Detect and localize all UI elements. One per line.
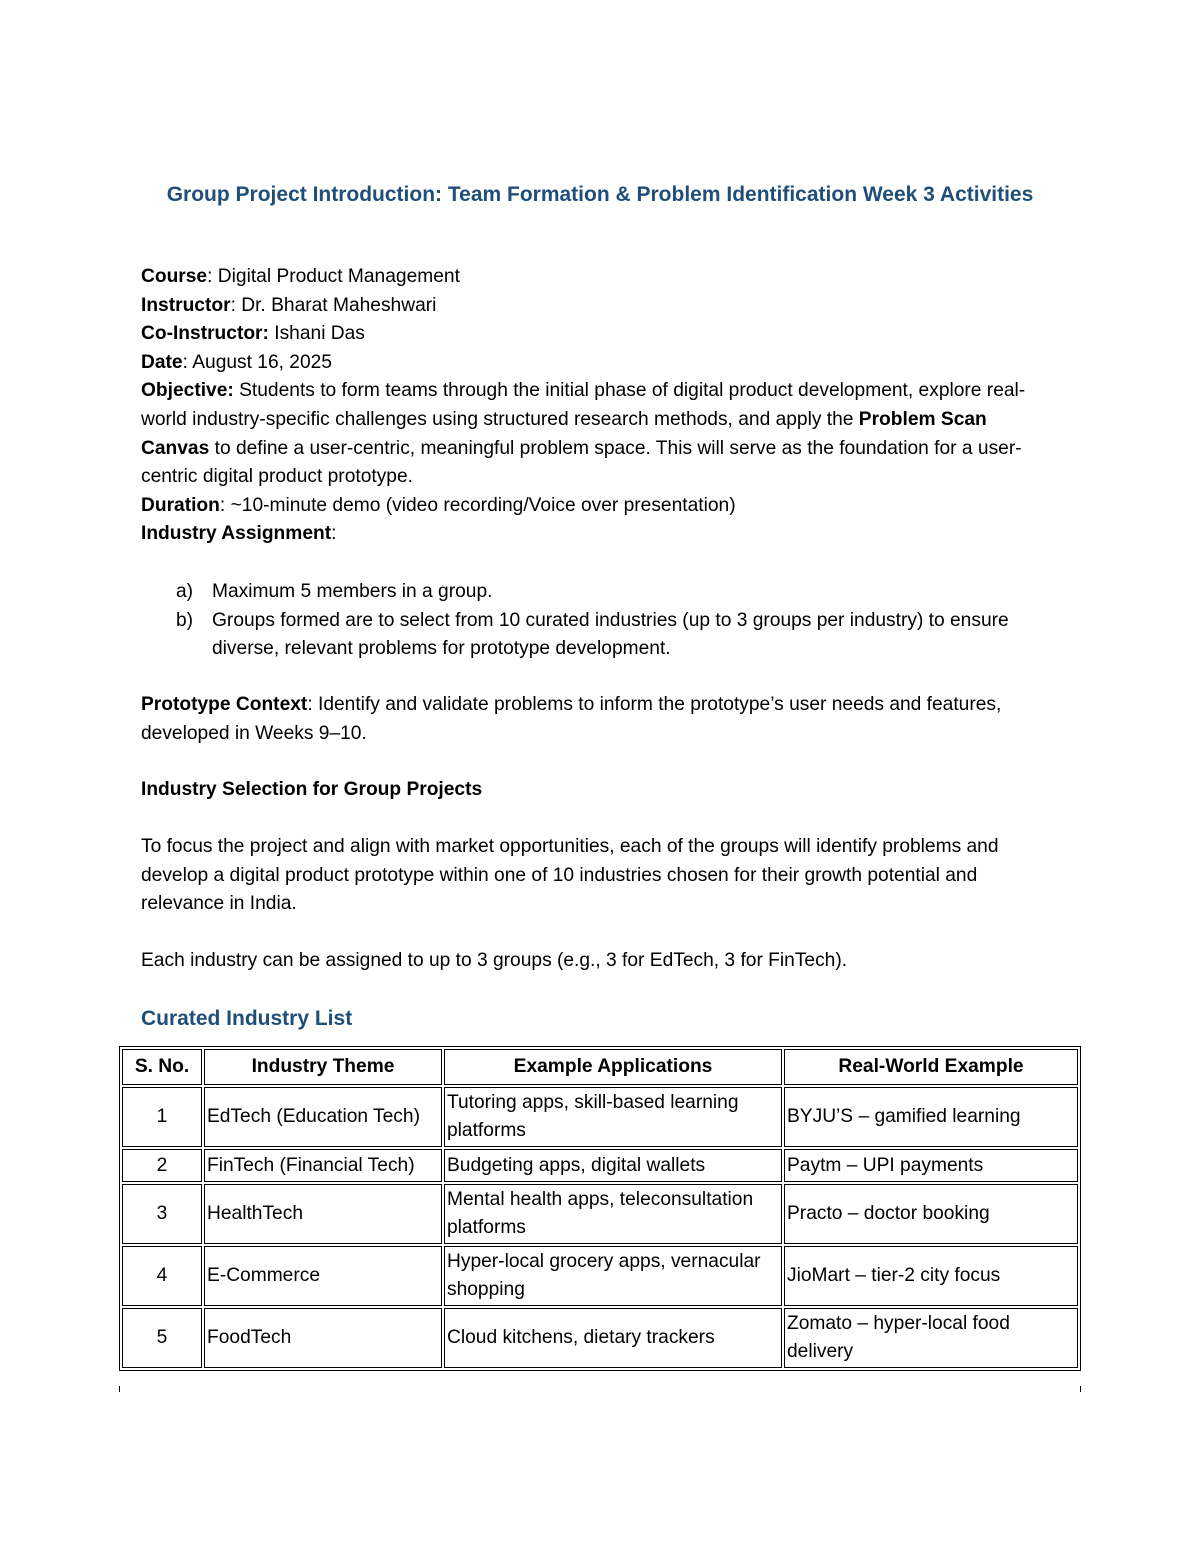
selection-paragraph: To focus the project and align with market opportunities, each of the groups will identify problems and develop a digital product prototype within one of 10 industries chosen for their growth potential and relevance in India. [141, 836, 999, 915]
header-example-applications: Example Applications [444, 1049, 782, 1085]
coinstructor-label: Co-Instructor: [141, 323, 269, 345]
cell-example: Practo – doctor booking [784, 1184, 1078, 1244]
instructor-value: Dr. Bharat Maheshwari [241, 294, 437, 316]
date-line [141, 349, 1056, 378]
objective-text-2: to define a user-centric, meaningful problem space. This will serve as the foundation for a user-centric digital product prototype. [141, 437, 1022, 488]
cell-applications: Tutoring apps, skill-based learning platforms [444, 1087, 782, 1147]
list-item [141, 607, 1056, 664]
colon: : [219, 494, 226, 516]
cell-sno: 3 [122, 1184, 202, 1244]
cell-sno: 4 [122, 1246, 202, 1306]
curated-heading: Curated Industry List [141, 1007, 353, 1030]
objective-bold: Problem Scan Canvas [141, 408, 987, 459]
prototype-text: Identify and validate problems to inform the prototype’s user needs and features, developed in Weeks 9–10. [141, 694, 1002, 744]
date-label: Date [141, 351, 183, 373]
cell-industry: HealthTech [204, 1184, 442, 1244]
objective-text-1: Students to form teams through the initial phase of digital product development, explore real-world industry-specific challenges using structured research methods, and apply the [141, 380, 1026, 430]
colon: : [230, 294, 236, 316]
cell-industry: FinTech (Financial Tech) [204, 1149, 442, 1182]
table-row [122, 1184, 1078, 1244]
document-title: Group Project Introduction: Team Formation & Problem Identification Week 3 Activities [166, 183, 1034, 206]
industry-table [119, 1046, 1081, 1371]
table-header-row [122, 1049, 1078, 1085]
list-text: Maximum 5 members in a group. [212, 581, 493, 602]
course-value: Digital Product Management [217, 266, 460, 287]
duration-value: ~10-minute demo (video recording/Voice over presentation) [230, 494, 736, 516]
cell-sno: 5 [122, 1308, 202, 1368]
table-row [122, 1308, 1078, 1368]
prototype-context [141, 691, 1056, 748]
assignment-list [141, 578, 1056, 664]
colon: : [307, 694, 313, 715]
instructor-line [141, 292, 1056, 321]
list-marker: a) [176, 581, 194, 602]
course-meta [141, 263, 1056, 549]
table-row [122, 1149, 1078, 1182]
cell-example: JioMart – tier-2 city focus [784, 1246, 1078, 1306]
objective-label: Objective: [141, 380, 234, 402]
header-sno: S. No. [122, 1049, 202, 1085]
list-marker: b) [176, 609, 194, 631]
colon: : [331, 523, 337, 545]
table-row [122, 1087, 1078, 1147]
cell-applications: Hyper-local grocery apps, vernacular shopping [444, 1246, 782, 1306]
list-text: Groups formed are to select from 10 curated industries (up to 3 groups per industry) to ensure diverse, relevant problems for prototype development. [212, 609, 1009, 660]
coinstructor-value: Ishani Das [274, 323, 365, 345]
cell-example: Zomato – hyper-local food delivery [784, 1308, 1078, 1368]
coinstructor-line [141, 320, 1056, 349]
table-continuation-border [119, 1386, 1081, 1392]
colon: : [207, 266, 213, 287]
selection-heading: Industry Selection for Group Projects [141, 779, 483, 800]
cell-sno: 2 [122, 1149, 202, 1182]
date-value: August 16, 2025 [192, 351, 332, 373]
table-row [122, 1246, 1078, 1306]
colon: : [182, 351, 188, 373]
cell-sno: 1 [122, 1087, 202, 1147]
list-item [141, 578, 1056, 607]
cell-industry: E-Commerce [204, 1246, 442, 1306]
industry-assignment-line [141, 520, 1056, 549]
course-label: Course [141, 266, 208, 287]
course-line [141, 263, 1056, 292]
cell-example: Paytm – UPI payments [784, 1149, 1078, 1182]
duration-label: Duration [141, 494, 220, 516]
cell-example: BYJU’S – gamified learning [784, 1087, 1078, 1147]
prototype-label: Prototype Context [141, 694, 308, 715]
cell-applications: Budgeting apps, digital wallets [444, 1149, 782, 1182]
cell-industry: FoodTech [204, 1308, 442, 1368]
header-industry-theme: Industry Theme [204, 1049, 442, 1085]
cell-applications: Mental health apps, teleconsultation platforms [444, 1184, 782, 1244]
header-real-world-example: Real-World Example [784, 1049, 1078, 1085]
duration-line [141, 492, 1056, 521]
instructor-label: Instructor [141, 294, 231, 316]
cell-industry: EdTech (Education Tech) [204, 1087, 442, 1147]
cell-applications: Cloud kitchens, dietary trackers [444, 1308, 782, 1368]
assign-paragraph: Each industry can be assigned to up to 3 groups (e.g., 3 for EdTech, 3 for FinTech). [141, 950, 848, 971]
objective-line [141, 377, 1056, 491]
industry-assignment-label: Industry Assignment [141, 523, 332, 545]
